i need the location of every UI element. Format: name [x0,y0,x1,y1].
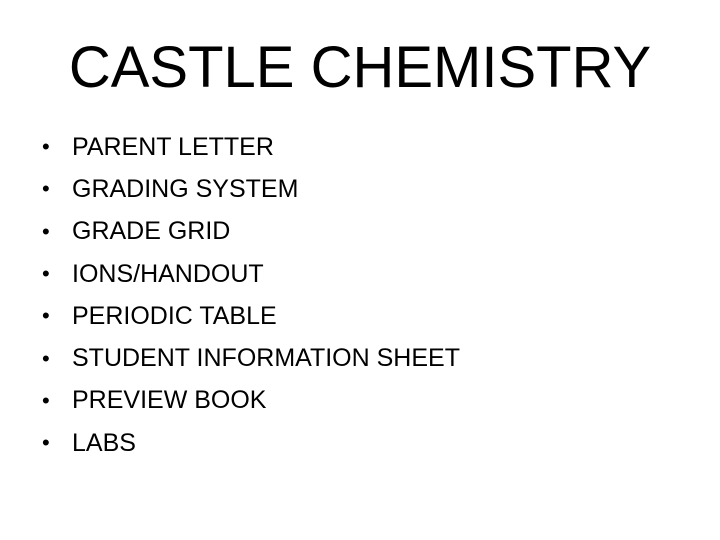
list-item-label: PARENT LETTER [72,132,274,161]
list-item-preview-book [42,380,460,422]
list-item-label: PERIODIC TABLE [72,301,277,330]
bullet-icon: • [42,134,50,160]
list-item-grade-grid [42,211,460,253]
bullet-icon: • [42,218,50,244]
list-item-label: IONS/HANDOUT [72,259,264,288]
list-item-label: GRADE GRID [72,217,231,246]
bullet-list [42,126,460,464]
list-item-periodic-table [42,295,460,337]
bullet-icon: • [42,430,50,456]
bullet-icon: • [42,261,50,287]
bullet-icon: • [42,176,50,202]
list-item-label: LABS [72,428,136,457]
list-item-labs [42,422,460,464]
list-item-label: PREVIEW BOOK [72,386,267,415]
bullet-icon: • [42,345,50,371]
list-item-label: GRADING SYSTEM [72,174,299,203]
slide-title: CASTLE CHEMISTRY [68,35,652,100]
list-item-student-information-sheet [42,337,460,379]
list-item-grading-system [42,168,460,210]
list-item-ions-handout [42,253,460,295]
bullet-icon: • [42,387,50,413]
list-item-label: STUDENT INFORMATION SHEET [72,344,460,373]
bullet-icon: • [42,303,50,329]
list-item-parent-letter [42,126,460,168]
